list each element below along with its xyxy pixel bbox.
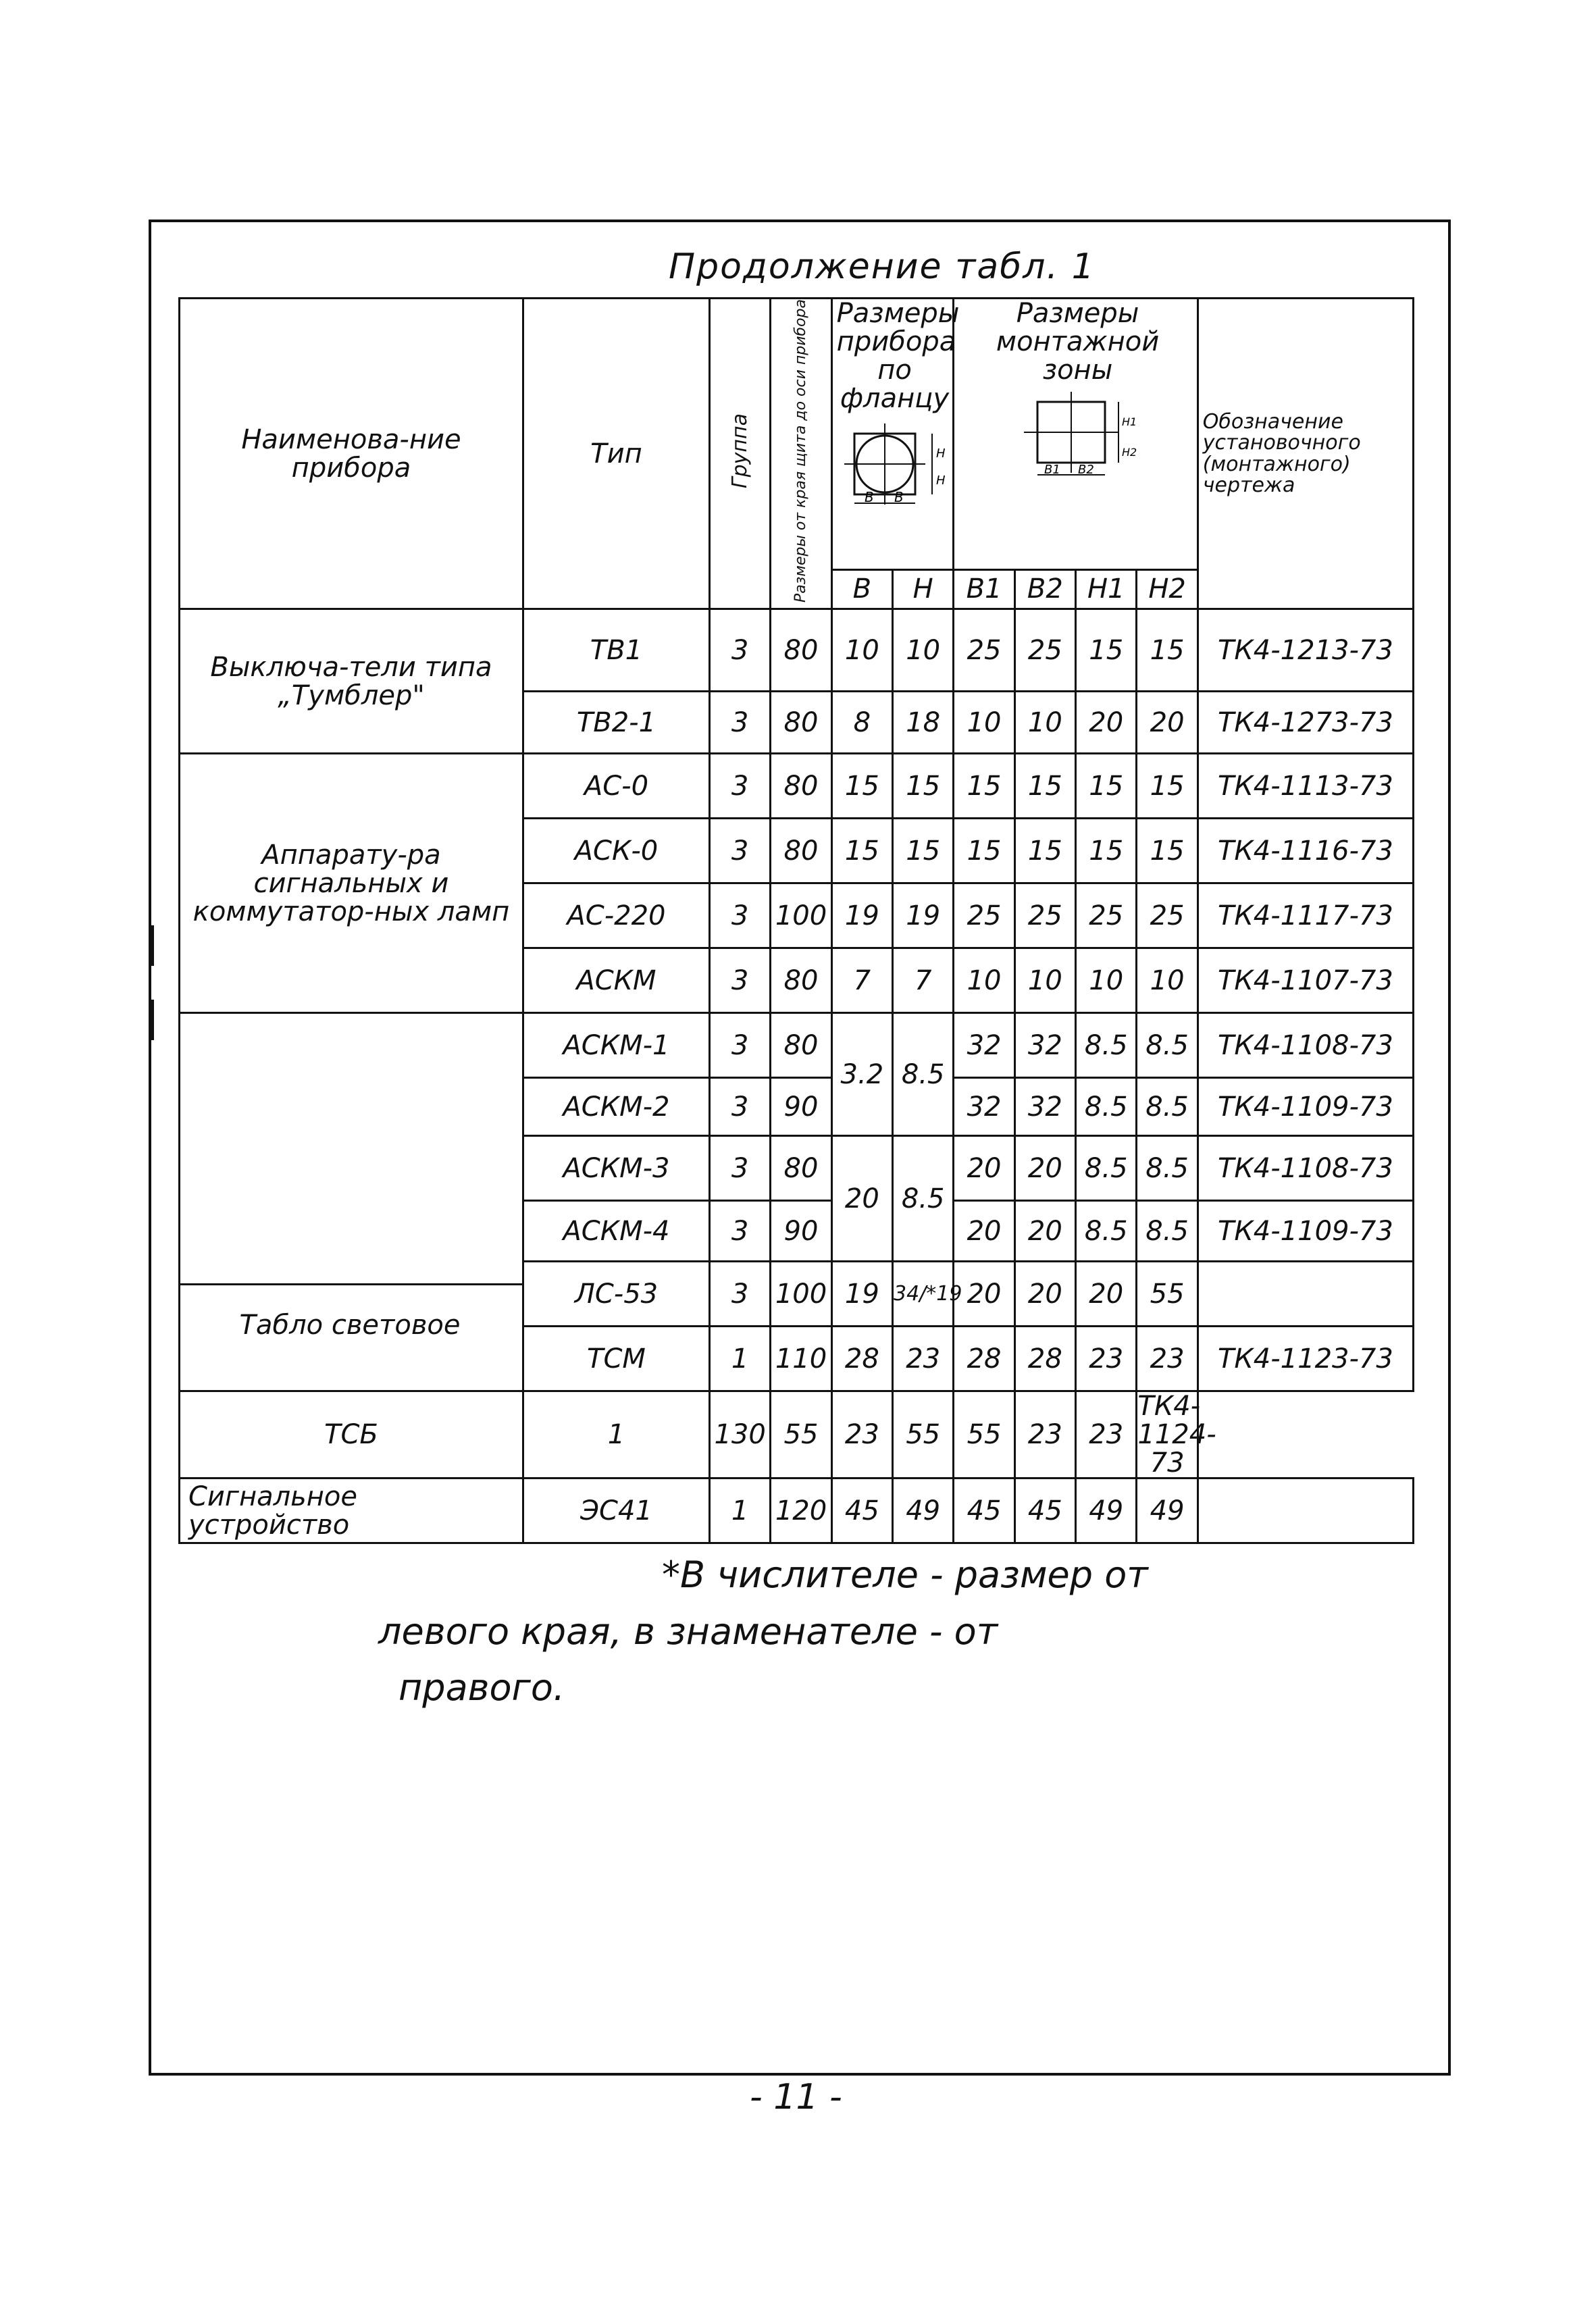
margin-mark bbox=[151, 1000, 154, 1040]
cell-h1: 8.5 bbox=[1076, 1201, 1137, 1262]
table-row bbox=[180, 754, 1414, 819]
margin-mark bbox=[151, 925, 154, 966]
cell-b2: 20 bbox=[1014, 1262, 1075, 1327]
table-row bbox=[180, 1013, 1414, 1078]
cell-dist: 100 bbox=[771, 1262, 831, 1327]
cell-group: 3 bbox=[709, 1262, 770, 1327]
mount-label: Н1 bbox=[1121, 415, 1137, 428]
cell-group: 3 bbox=[709, 883, 770, 948]
cell-h1: 20 bbox=[1076, 1262, 1137, 1327]
cell-h: 19 bbox=[893, 883, 954, 948]
cell-dist: 80 bbox=[771, 609, 831, 692]
cell-doc: ТК4-1116-73 bbox=[1198, 819, 1413, 883]
cell-b2: 28 bbox=[1014, 1327, 1075, 1391]
cell-h2: 23 bbox=[1076, 1391, 1137, 1479]
cell-doc: ТК4-1113-73 bbox=[1198, 754, 1413, 819]
flange-label: В bbox=[864, 489, 874, 505]
cell-b: 19 bbox=[831, 883, 892, 948]
footnote bbox=[378, 1547, 1283, 1716]
cell-b2: 10 bbox=[1014, 692, 1075, 754]
cell-type: АС-220 bbox=[523, 883, 709, 948]
cell-h1: 49 bbox=[1076, 1479, 1137, 1543]
cell-doc: ТК4-1108-73 bbox=[1198, 1136, 1413, 1201]
cell-type: ЭС41 bbox=[523, 1479, 709, 1543]
subheader-b2: В2 bbox=[1014, 569, 1075, 609]
cell-h2: 15 bbox=[1137, 819, 1198, 883]
cell-b2: 25 bbox=[1014, 609, 1075, 692]
header-name: Наименова-ние прибора bbox=[180, 299, 523, 609]
cell-type: АСКМ-1 bbox=[523, 1013, 709, 1078]
cell-dist: 80 bbox=[771, 819, 831, 883]
cell-h1: 15 bbox=[1076, 819, 1137, 883]
cell-h2: 8.5 bbox=[1137, 1201, 1198, 1262]
group-name: Выключа-тели типа „Тумблер" bbox=[180, 609, 523, 754]
cell-b1: 32 bbox=[954, 1078, 1014, 1136]
cell-b2: 15 bbox=[1014, 819, 1075, 883]
cell-h: 8.5 bbox=[893, 1136, 954, 1262]
group-name: Аппарату-ра сигнальных и коммутатор-ных ламп bbox=[180, 754, 523, 1013]
cell-type: ТСМ bbox=[523, 1327, 709, 1391]
cell-b: 19 bbox=[831, 1262, 892, 1327]
cell-doc bbox=[1198, 1262, 1413, 1327]
cell-h: 7 bbox=[893, 948, 954, 1013]
cell-type: ЛС-53 bbox=[523, 1262, 709, 1327]
cell-type: АСКМ bbox=[523, 948, 709, 1013]
subheader-b: В bbox=[831, 569, 892, 609]
cell-group: 1 bbox=[709, 1327, 770, 1391]
header-flange: Размеры прибора по фланцу В В Н Н bbox=[831, 299, 954, 570]
cell-dist: 110 bbox=[771, 1327, 831, 1391]
cell-h1: 23 bbox=[1076, 1327, 1137, 1391]
cell-h1: 15 bbox=[1076, 754, 1137, 819]
cell-h2: 23 bbox=[1137, 1327, 1198, 1391]
table-row bbox=[180, 1391, 1414, 1479]
cell-group: 3 bbox=[709, 1201, 770, 1262]
cell-group: 3 bbox=[709, 948, 770, 1013]
cell-group: 3 bbox=[709, 1136, 770, 1201]
cell-b1: 32 bbox=[954, 1013, 1014, 1078]
cell-group: 3 bbox=[709, 1078, 770, 1136]
cell-type: АСК-0 bbox=[523, 819, 709, 883]
cell-h: 15 bbox=[893, 754, 954, 819]
cell-h2: 8.5 bbox=[1137, 1078, 1198, 1136]
cell-b: 15 bbox=[831, 819, 892, 883]
subheader-h: Н bbox=[893, 569, 954, 609]
cell-b1: 15 bbox=[954, 754, 1014, 819]
cell-group: 3 bbox=[709, 819, 770, 883]
instrument-table bbox=[178, 297, 1414, 1544]
cell-h2: 10 bbox=[1137, 948, 1198, 1013]
cell-doc: ТК4-1107-73 bbox=[1198, 948, 1413, 1013]
cell-group: 3 bbox=[709, 1013, 770, 1078]
cell-h1: 8.5 bbox=[1076, 1078, 1137, 1136]
cell-h: 23 bbox=[831, 1391, 892, 1479]
cell-dist: 120 bbox=[771, 1479, 831, 1543]
cell-h: 10 bbox=[893, 609, 954, 692]
cell-h2: 8.5 bbox=[1137, 1013, 1198, 1078]
cell-h: 8.5 bbox=[893, 1013, 954, 1136]
flange-label: Н bbox=[935, 446, 946, 461]
cell-h: 23 bbox=[893, 1327, 954, 1391]
cell-b: 3.2 bbox=[831, 1013, 892, 1136]
cell-b: 8 bbox=[831, 692, 892, 754]
cell-b2: 32 bbox=[1014, 1078, 1075, 1136]
cell-h: 49 bbox=[893, 1479, 954, 1543]
cell-b: 45 bbox=[831, 1479, 892, 1543]
subheader-b1: В1 bbox=[954, 569, 1014, 609]
header-mount: Размеры монтажной зоны В1 В2 Н1 Н2 bbox=[954, 299, 1198, 570]
cell-b2: 20 bbox=[1014, 1201, 1075, 1262]
cell-b: 28 bbox=[831, 1327, 892, 1391]
cell-group: 1 bbox=[709, 1479, 770, 1543]
divider bbox=[178, 1283, 522, 1285]
cell-dist: 80 bbox=[771, 1136, 831, 1201]
cell-doc: ТК4-1108-73 bbox=[1198, 1013, 1413, 1078]
cell-type: ТВ1 bbox=[523, 609, 709, 692]
cell-b: 55 bbox=[771, 1391, 831, 1479]
cell-h2: 8.5 bbox=[1137, 1136, 1198, 1201]
cell-b2: 20 bbox=[1014, 1136, 1075, 1201]
cell-group: 3 bbox=[709, 692, 770, 754]
cell-group: 3 bbox=[709, 609, 770, 692]
footnote-line: правого. bbox=[398, 1666, 565, 1709]
cell-b: 7 bbox=[831, 948, 892, 1013]
cell-b2: 25 bbox=[1014, 883, 1075, 948]
cell-doc bbox=[1198, 1479, 1413, 1543]
cell-b1: 20 bbox=[954, 1201, 1014, 1262]
cell-h2: 20 bbox=[1137, 692, 1198, 754]
flange-label: В bbox=[894, 489, 904, 505]
footnote-line: *В числителе - размер от bbox=[662, 1553, 1148, 1596]
cell-b1: 25 bbox=[954, 883, 1014, 948]
cell-h2: 55 bbox=[1137, 1262, 1198, 1327]
mount-label: В1 bbox=[1044, 463, 1060, 477]
cell-h2: 15 bbox=[1137, 754, 1198, 819]
cell-doc: ТК4-1123-73 bbox=[1198, 1327, 1413, 1391]
cell-h1: 8.5 bbox=[1076, 1136, 1137, 1201]
cell-dist: 80 bbox=[771, 692, 831, 754]
footnote-line: левого края, в знаменателе - от bbox=[378, 1610, 998, 1653]
cell-b2: 45 bbox=[1014, 1479, 1075, 1543]
cell-h1: 15 bbox=[1076, 609, 1137, 692]
cell-type: АСКМ-4 bbox=[523, 1201, 709, 1262]
cell-b2: 10 bbox=[1014, 948, 1075, 1013]
mount-label: Н2 bbox=[1121, 446, 1137, 459]
cell-b1: 55 bbox=[893, 1391, 954, 1479]
cell-dist: 100 bbox=[771, 883, 831, 948]
cell-doc: ТК4-1109-73 bbox=[1198, 1078, 1413, 1136]
cell-h: 34/*19 bbox=[893, 1262, 954, 1327]
cell-doc: ТК4-1117-73 bbox=[1198, 883, 1413, 948]
header-group: Группа bbox=[709, 299, 770, 609]
cell-group: 1 bbox=[523, 1391, 709, 1479]
cell-h: 15 bbox=[893, 819, 954, 883]
table-row bbox=[180, 609, 1414, 692]
cell-h2: 15 bbox=[1137, 609, 1198, 692]
cell-doc: ТК4-1213-73 bbox=[1198, 609, 1413, 692]
cell-type: АСКМ-2 bbox=[523, 1078, 709, 1136]
table-caption: Продолжение табл. 1 bbox=[669, 247, 1096, 287]
cell-dist: 80 bbox=[771, 1013, 831, 1078]
cell-b1: 20 bbox=[954, 1262, 1014, 1327]
header-distance: Размеры от края щита до оси прибора bbox=[771, 299, 831, 609]
cell-h1: 25 bbox=[1076, 883, 1137, 948]
cell-b: 20 bbox=[831, 1136, 892, 1262]
cell-b2: 32 bbox=[1014, 1013, 1075, 1078]
cell-b: 15 bbox=[831, 754, 892, 819]
table-row bbox=[180, 1479, 1414, 1543]
subheader-h1: Н1 bbox=[1076, 569, 1137, 609]
cell-type: ТСБ bbox=[180, 1391, 523, 1479]
cell-b1: 15 bbox=[954, 819, 1014, 883]
subheader-h2: Н2 bbox=[1137, 569, 1198, 609]
cell-type: АСКМ-3 bbox=[523, 1136, 709, 1201]
cell-h1: 8.5 bbox=[1076, 1013, 1137, 1078]
cell-b1: 10 bbox=[954, 692, 1014, 754]
cell-group: 3 bbox=[709, 754, 770, 819]
cell-b1: 45 bbox=[954, 1479, 1014, 1543]
page-number: - 11 - bbox=[750, 2077, 842, 2117]
cell-dist: 90 bbox=[771, 1078, 831, 1136]
cell-doc: ТК4-1109-73 bbox=[1198, 1201, 1413, 1262]
cell-b: 10 bbox=[831, 609, 892, 692]
header-row bbox=[180, 299, 1414, 570]
cell-h1: 10 bbox=[1076, 948, 1137, 1013]
group-name: Табло световое bbox=[181, 1304, 519, 1347]
cell-b1: 25 bbox=[954, 609, 1014, 692]
group-name: Сигнальное устройство bbox=[180, 1479, 523, 1543]
cell-h1: 20 bbox=[1076, 692, 1137, 754]
cell-type: ТВ2-1 bbox=[523, 692, 709, 754]
flange-label: Н bbox=[935, 473, 946, 488]
cell-doc: ТК4-1273-73 bbox=[1198, 692, 1413, 754]
cell-h2: 49 bbox=[1137, 1479, 1198, 1543]
cell-b1: 28 bbox=[954, 1327, 1014, 1391]
cell-dist: 80 bbox=[771, 948, 831, 1013]
cell-h2: 25 bbox=[1137, 883, 1198, 948]
cell-b1: 20 bbox=[954, 1136, 1014, 1201]
cell-dist: 90 bbox=[771, 1201, 831, 1262]
flange-diagram bbox=[838, 417, 952, 511]
cell-type: АС-0 bbox=[523, 754, 709, 819]
cell-h: 18 bbox=[893, 692, 954, 754]
cell-b2: 55 bbox=[954, 1391, 1014, 1479]
cell-dist: 130 bbox=[709, 1391, 770, 1479]
header-designation: Обозначение установочного (монтажного) чертежа bbox=[1198, 299, 1413, 609]
mount-label: В2 bbox=[1077, 463, 1094, 477]
header-type: Тип bbox=[523, 299, 709, 609]
cell-dist: 80 bbox=[771, 754, 831, 819]
cell-doc: ТК4-1124-73 bbox=[1137, 1391, 1216, 1479]
mount-diagram bbox=[1010, 388, 1145, 483]
cell-h1: 23 bbox=[1014, 1391, 1075, 1479]
cell-b1: 10 bbox=[954, 948, 1014, 1013]
cell-b2: 15 bbox=[1014, 754, 1075, 819]
